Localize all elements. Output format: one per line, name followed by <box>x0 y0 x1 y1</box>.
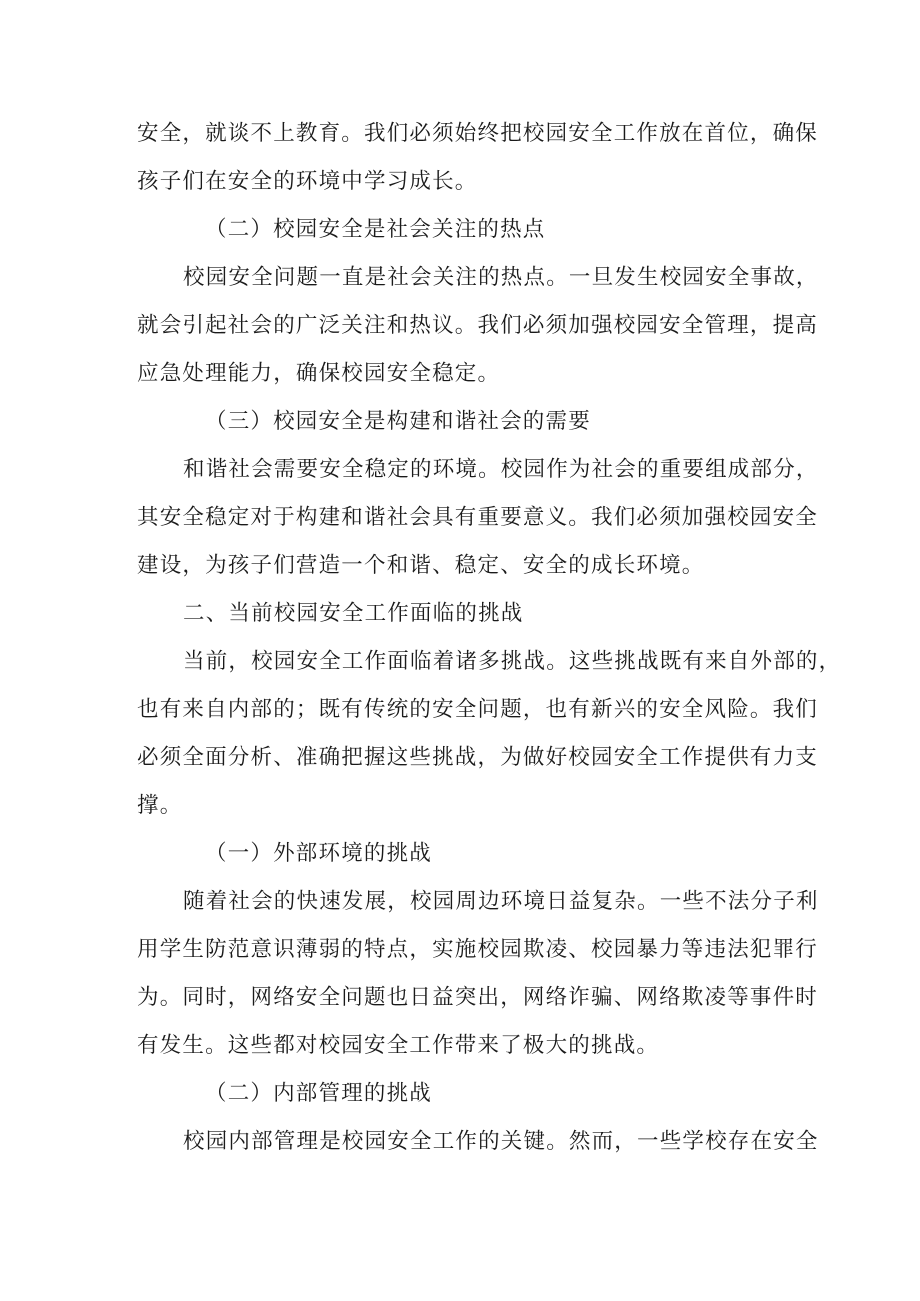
subheading-harmonious-society <box>137 398 787 446</box>
paragraph-body <box>137 638 842 830</box>
text-line: 用学生防范意识薄弱的特点，实施校园欺凌、校园暴力等违法犯罪行 <box>137 937 819 962</box>
subheading-text: （二）内部管理的挑战 <box>205 1081 433 1106</box>
text-line: 当前，校园安全工作面临着诸多挑战。这些挑战既有来自外部的， <box>183 649 842 674</box>
subheading-campus-safety-hotspot <box>137 206 787 254</box>
text-line: 安全，就谈不上教育。我们必须始终把校园安全工作放在首位，确保 <box>137 121 819 146</box>
text-line: 孩子们在安全的环境中学习成长。 <box>137 169 478 194</box>
paragraph-continuation <box>137 110 819 206</box>
text-line: 随着社会的快速发展，校园周边环境日益复杂。一些不法分子利 <box>183 889 819 914</box>
subheading-text: （二）校园安全是社会关注的热点 <box>205 217 546 242</box>
subheading-text: （一）外部环境的挑战 <box>205 841 433 866</box>
text-line: 就会引起社会的广泛关注和热议。我们必须加强校园安全管理，提高 <box>137 313 819 338</box>
text-line: 其安全稳定对于构建和谐社会具有重要意义。我们必须加强校园安全 <box>137 505 819 530</box>
text-line: 建设，为孩子们营造一个和谐、稳定、安全的成长环境。 <box>137 553 705 578</box>
text-line: 也有来自内部的；既有传统的安全问题，也有新兴的安全风险。我们 <box>137 697 819 722</box>
paragraph-body <box>137 446 819 590</box>
paragraph-body <box>137 254 819 398</box>
text-line: 校园安全问题一直是社会关注的热点。一旦发生校园安全事故， <box>183 265 819 290</box>
text-line: 校园内部管理是校园安全工作的关键。然而，一些学校存在安全 <box>183 1129 819 1154</box>
subheading-text: （三）校园安全是构建和谐社会的需要 <box>205 409 591 434</box>
text-line: 必须全面分析、准确把握这些挑战，为做好校园安全工作提供有力支 <box>137 745 819 770</box>
paragraph-body <box>137 878 819 1070</box>
text-line: 应急处理能力，确保校园安全稳定。 <box>137 361 501 386</box>
subheading-external-environment <box>137 830 787 878</box>
text-line: 有发生。这些都对校园安全工作带来了极大的挑战。 <box>137 1033 660 1058</box>
subheading-internal-management <box>137 1070 787 1118</box>
text-line: 和谐社会需要安全稳定的环境。校园作为社会的重要组成部分， <box>183 457 819 482</box>
text-line: 撑。 <box>137 793 183 818</box>
document-body <box>137 110 842 1166</box>
heading-text: 二、当前校园安全工作面临的挑战 <box>183 601 524 626</box>
paragraph-body <box>137 1118 819 1166</box>
text-line: 为。同时，网络安全问题也日益突出，网络诈骗、网络欺凌等事件时 <box>137 985 819 1010</box>
heading-current-challenges <box>137 590 787 638</box>
